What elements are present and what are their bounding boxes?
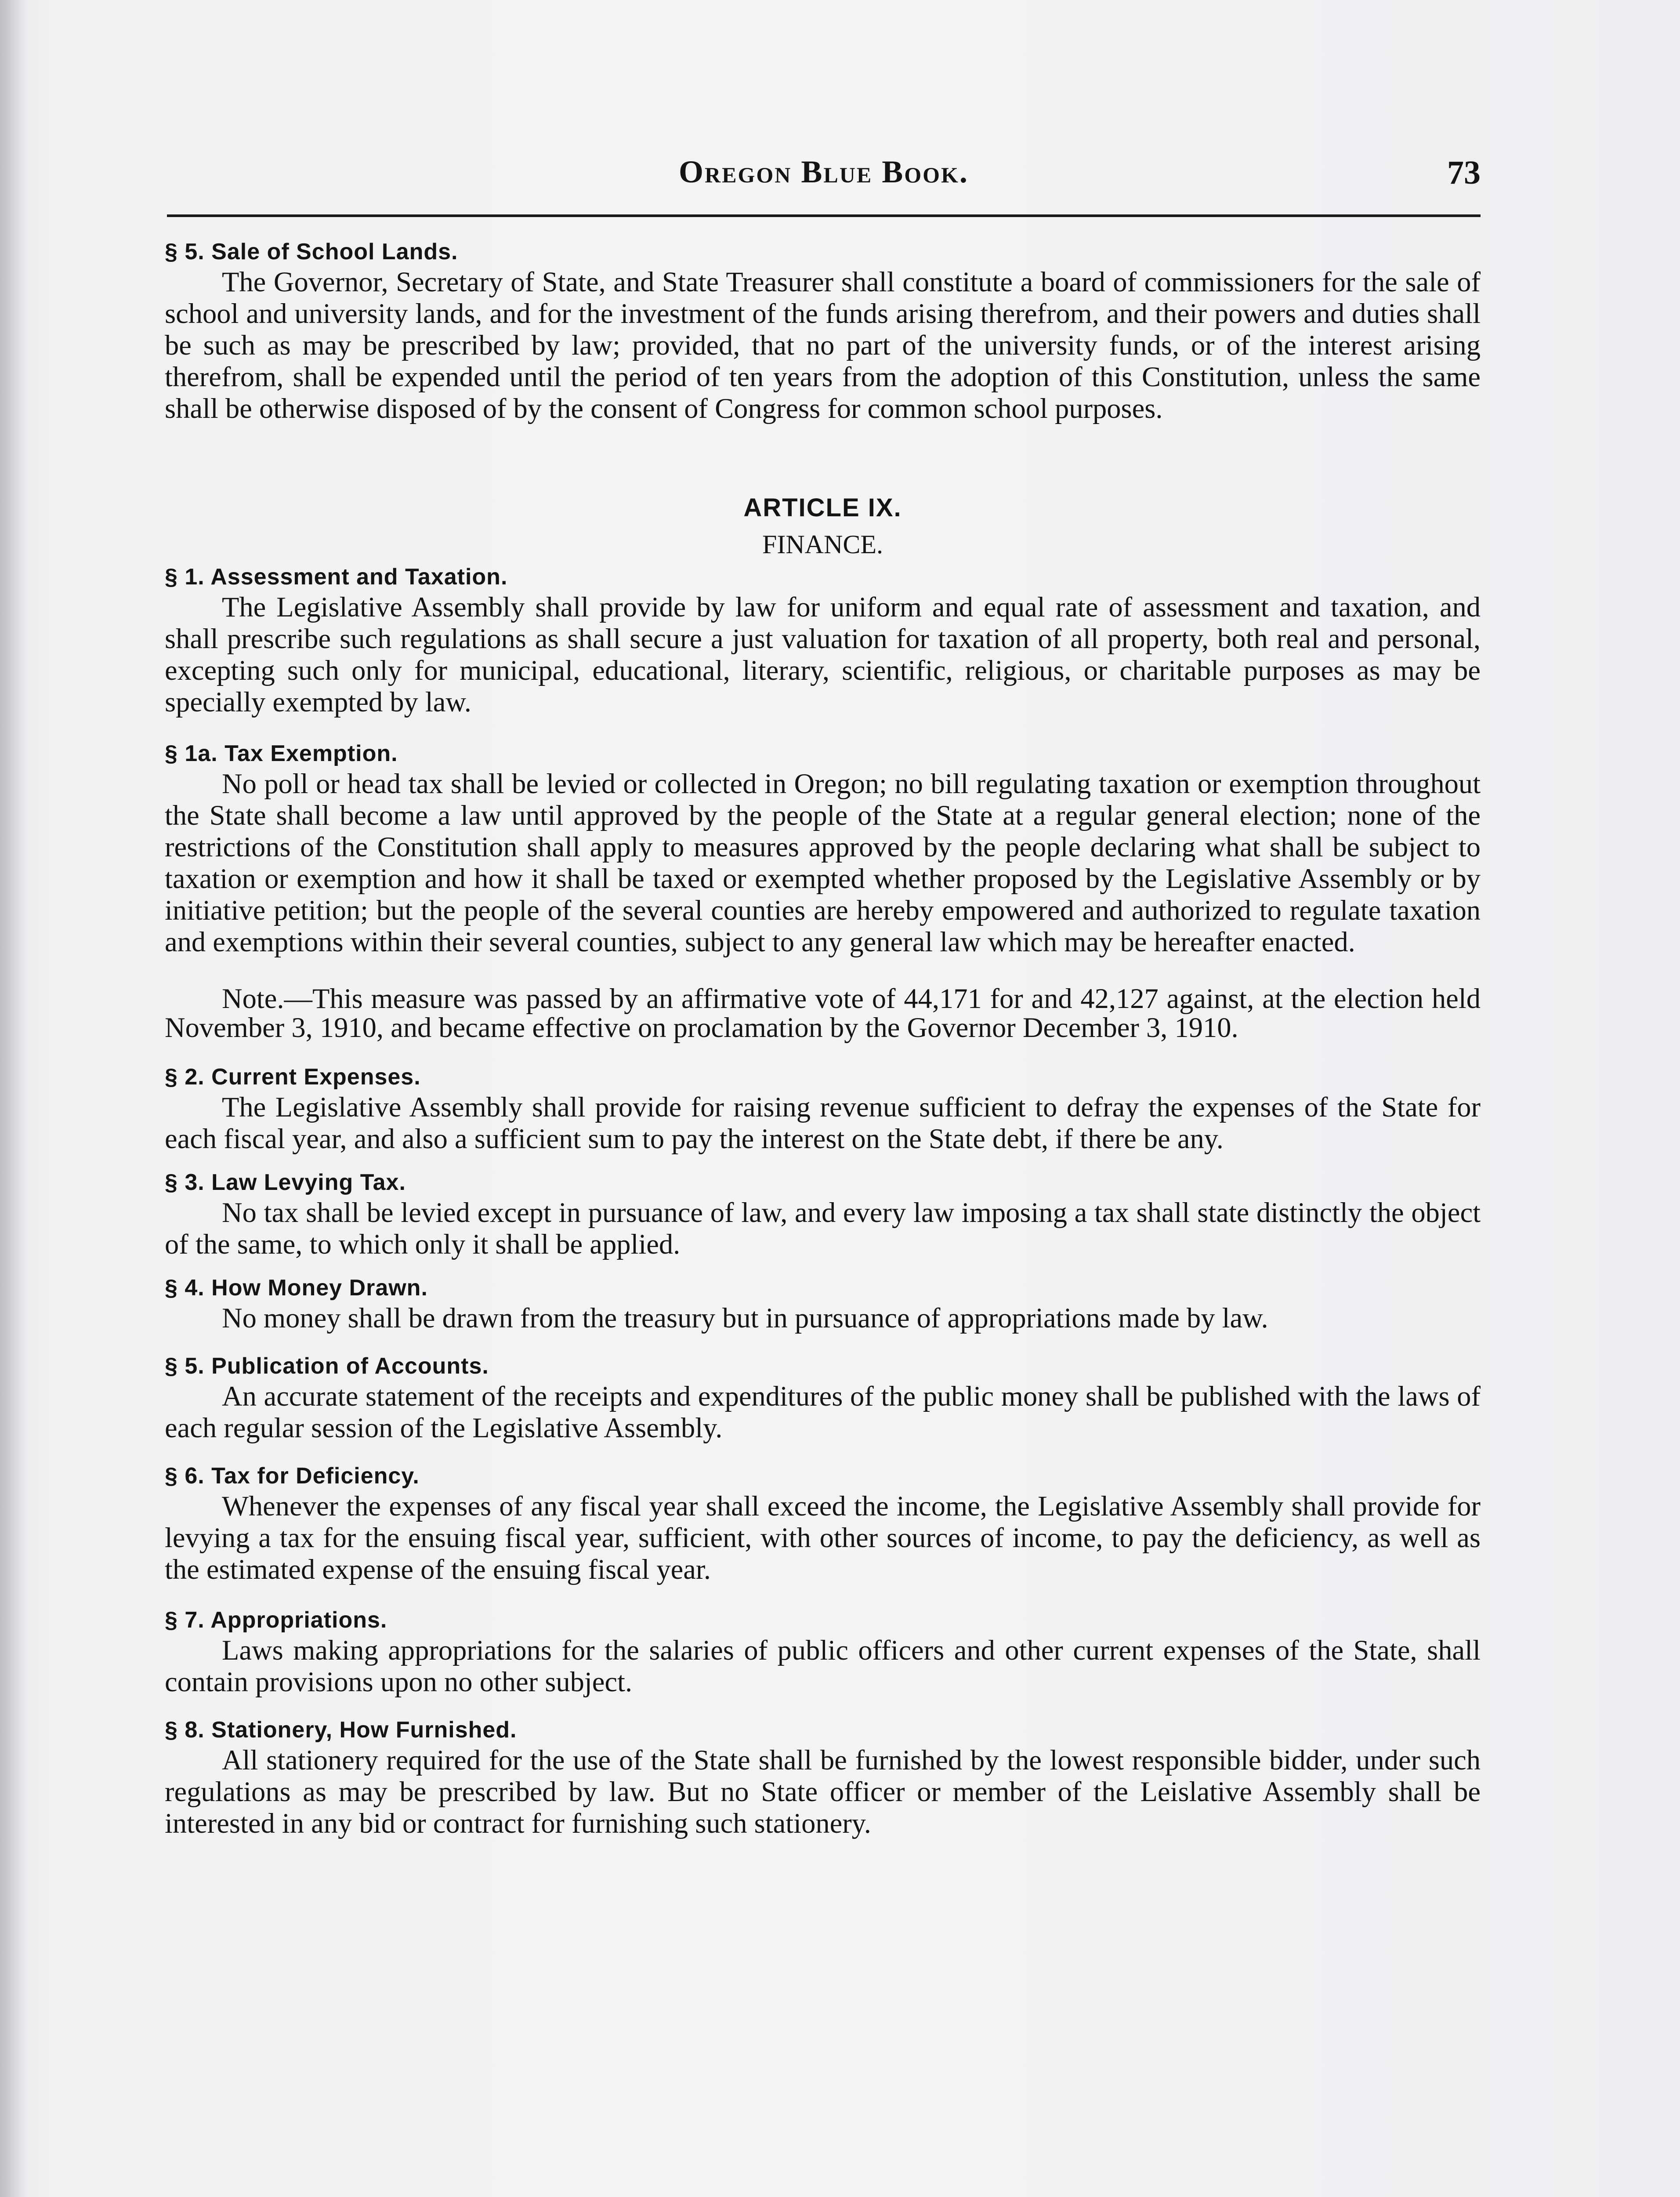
section-title-how-money-drawn: § 4. How Money Drawn. bbox=[165, 1275, 428, 1301]
section-title-assessment: § 1. Assessment and Taxation. bbox=[165, 564, 508, 590]
section-text-publication-of-accounts: An accurate statement of the receipts and expenditures of the public money shall be published with the laws of each regular session of the Legislative Assembly. bbox=[165, 1381, 1481, 1443]
section-title-appropriations: § 7. Appropriations. bbox=[165, 1607, 387, 1633]
section-title-current-expenses: § 2. Current Expenses. bbox=[165, 1064, 421, 1090]
page-header bbox=[167, 145, 1481, 198]
section-text-sale-of-school-lands: The Governor, Secretary of State, and State Treasurer shall constitute a board of commissioners for the sale of school and university lands, and for the investment of the funds arising therefrom, and their powers and duties shall be such as may be prescribed by law; provided, that no part of the university funds, or of the interest arising therefrom, shall be expended until the period of ten years from the adoption of this Constitution, unless the same shall be otherwise disposed of by the consent of Congress for common school purposes. bbox=[165, 266, 1481, 424]
section-note-tax-exemption: Note.—This measure was passed by an affirmative vote of 44,171 for and 42,127 against, at the election held November 3, 1910, and became effective on proclamation by the Governor December 3, 1910. bbox=[165, 983, 1481, 1043]
section-text-tax-exemption: No poll or head tax shall be levied or collected in Oregon; no bill regulating taxation or exemption throughout the State shall become a law until approved by the people of the State at a regular general election; none of the restrictions of the Constitution shall apply to measures approved by the people declaring what shall be subject to taxation or exemption and how it shall be taxed or exempted whether proposed by the Legislative Assembly or by initiative petition; but the people of the several counties are hereby empowered and authorized to regulate taxation and exemptions within their several counties, subject to any general law which may be hereafter enacted. bbox=[165, 768, 1481, 957]
running-title: Oregon Blue Book. bbox=[679, 154, 969, 189]
section-text-how-money-drawn: No money shall be drawn from the treasury but in pursuance of appropriations made by law. bbox=[222, 1302, 1268, 1334]
page-number: 73 bbox=[1447, 154, 1481, 191]
article-heading: ARTICLE IX. bbox=[743, 493, 902, 522]
section-title-publication-of-accounts: § 5. Publication of Accounts. bbox=[165, 1353, 489, 1379]
section-text-law-levying-tax: No tax shall be levied except in pursuance of law, and every law imposing a tax shall state distinctly the object of the same, to which only it shall be applied. bbox=[165, 1197, 1481, 1260]
spine-shadow bbox=[0, 0, 26, 2197]
section-text-current-expenses: The Legislative Assembly shall provide for raising revenue sufficient to defray the expenses of the State for each fiscal year, and also a sufficient sum to pay the interest on the State debt, if there be any. bbox=[165, 1091, 1481, 1154]
section-text-stationery: All stationery required for the use of the State shall be furnished by the lowest responsible bidder, under such regulations as may be prescribed by law. But no State officer or member of the Leislative Assembly shall be interested in any bid or contract for furnishing such stationery. bbox=[165, 1744, 1481, 1839]
section-title-tax-exemption: § 1a. Tax Exemption. bbox=[165, 741, 398, 766]
section-text-tax-for-deficiency: Whenever the expenses of any fiscal year shall exceed the income, the Legislative Assembly shall provide for levying a tax for the ensuing fiscal year, sufficient, with other sources of income, to pay the deficiency, as well as the estimated expense of the ensuing fiscal year. bbox=[165, 1490, 1481, 1585]
section-title-tax-for-deficiency: § 6. Tax for Deficiency. bbox=[165, 1463, 420, 1489]
header-rule bbox=[167, 214, 1481, 217]
section-title-law-levying-tax: § 3. Law Levying Tax. bbox=[165, 1170, 406, 1195]
section-title-sale-of-school-lands: § 5. Sale of School Lands. bbox=[165, 239, 458, 265]
page-content bbox=[165, 237, 1481, 1839]
article-subheading: FINANCE. bbox=[762, 530, 883, 559]
section-text-assessment: The Legislative Assembly shall provide by law for uniform and equal rate of assessment and taxation, and shall prescribe such regulations as shall secure a just valuation for taxation of all property, both real and personal, excepting such only for municipal, educational, literary, scientific, religious, or charitable purposes as may be specially exempted by law. bbox=[165, 591, 1481, 718]
section-title-stationery: § 8. Stationery, How Furnished. bbox=[165, 1717, 517, 1743]
section-text-appropriations: Laws making appropriations for the salaries of public officers and other current expenses of the State, shall contain provisions upon no other subject. bbox=[165, 1635, 1481, 1697]
